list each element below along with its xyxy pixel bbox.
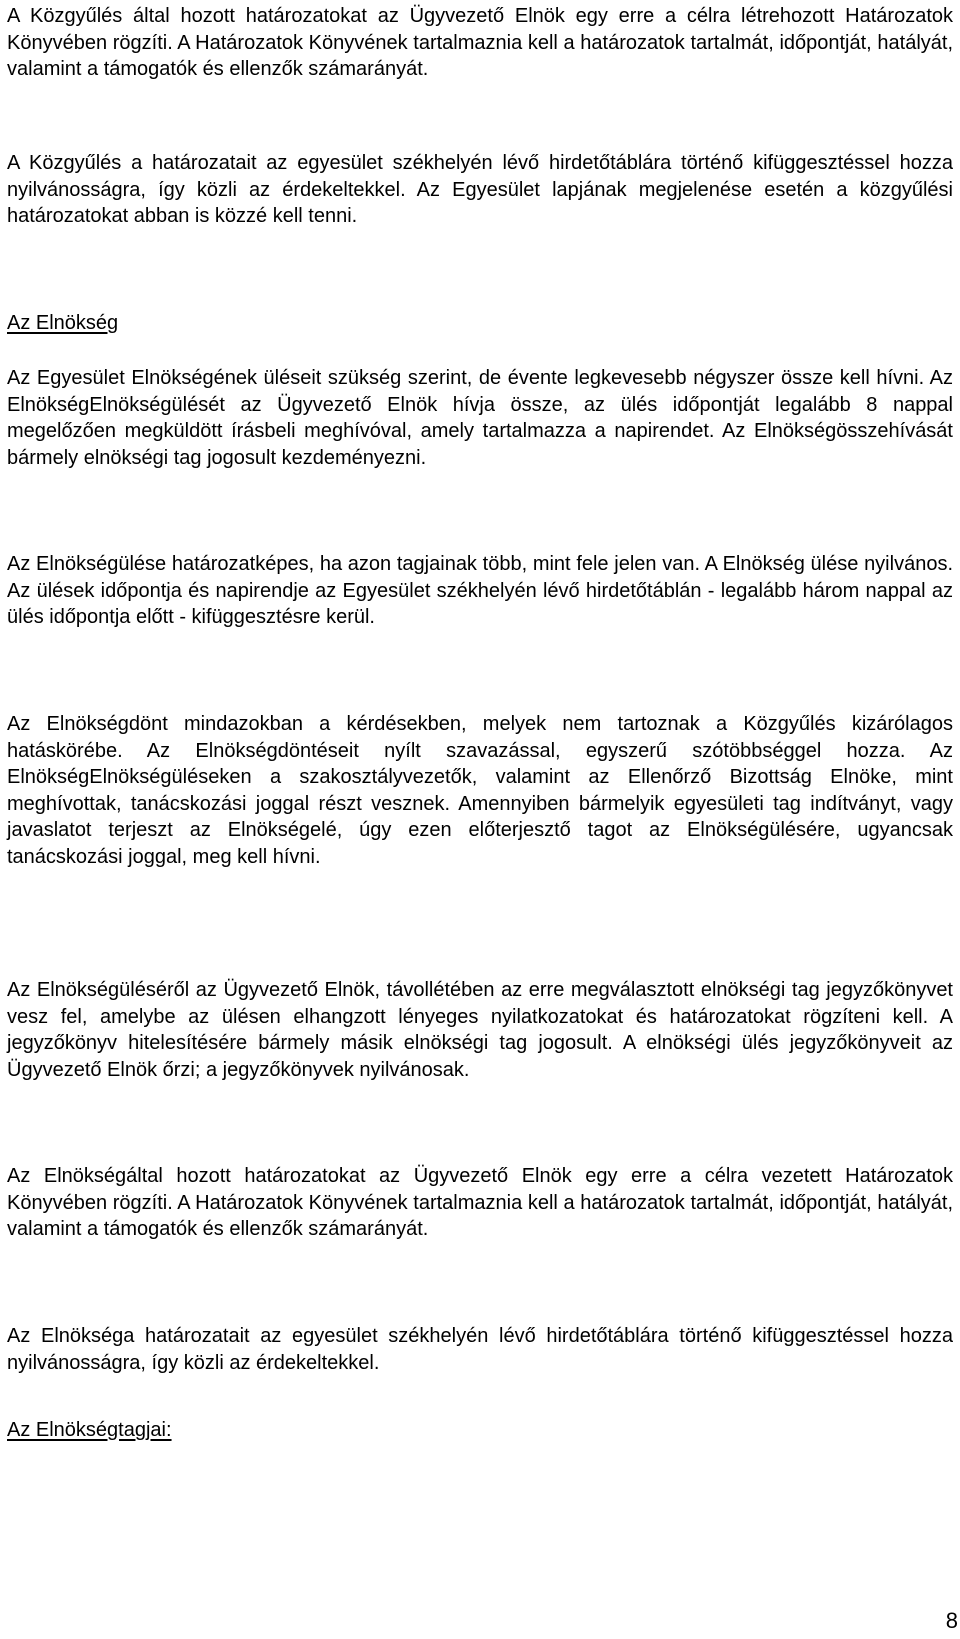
paragraph-kozgyules-nyilvanossag: A Közgyűlés a határozatait az egyesület székhelyén lévő hirdetőtáblára történő kifüggesztéssel hozza nyilvánosságra, így közli az érdekeltekkel. Az Egyesület lapjának megjelenése esetén a közgyűlési határozatokat abban is közzé kell tenni. [7, 152, 953, 227]
paragraph-elnokseg-hatarozatkepesseg: Az Elnökségülése határozatképes, ha azon tagjainak több, mint fele jelen van. A Elnökség ülése nyilvános. Az ülések időpontja és napirendje az Egyesület székhelyén lévő hirdetőtáblán - legalább három nappal az ülés időpontja előtt - kifüggesztésre kerül. [7, 553, 953, 628]
paragraph-elnokseg-hatarozatok-konyve: Az Elnökségáltal hozott határozatokat az Ügyvezető Elnök egy erre a célra vezetett Határozatok Könyvében rögzíti. A Határozatok Könyvének tartalmaznia kell a határozatok tartalmát, időpontját, hatályát, valamint a támogatók és ellenzők számarányát. [7, 1165, 953, 1240]
document-page [7, 0, 953, 1639]
paragraph-elnokseg-dontesei: Az Elnökségdönt mindazokban a kérdésekben, melyek nem tartoznak a Közgyűlés kizárólagos hatáskörébe. Az Elnökségdöntéseit nyílt szavazással, egyszerű szótöbbséggel hozza. Az ElnökségElnökségüléseken a szakosztályvezetők, valamint az Ellenőrző Bizottság Elnöke, mint meghívottak, tanácskozási joggal részt vesznek. Amennyiben bármelyik egyesületi tag indítványt, vagy javaslatot terjeszt az Elnökségelé, úgy ezen előterjesztő tagot az Elnökségülésére, ugyancsak tanácskozási joggal, meg kell hívni. [7, 713, 953, 868]
paragraph-kozgyules-hatarozatok-konyve: A Közgyűlés által hozott határozatokat az Ügyvezető Elnök egy erre a célra létrehozott Határozatok Könyvében rögzíti. A Határozatok Könyvének tartalmaznia kell a határozatok tartalmát, időpontját, hatályát, valamint a támogatók és ellenzők számarányát. [7, 5, 953, 80]
paragraph-elnokseg-nyilvanossag: Az Elnökséga határozatait az egyesület székhelyén lévő hirdetőtáblára történő kifüggesztéssel hozza nyilvánosságra, így közli az érdekeltekkel. [7, 1325, 953, 1374]
paragraph-elnokseg-jegyzokonyv: Az Elnökségüléséről az Ügyvezető Elnök, távollétében az erre megválasztott elnökségi tag jegyzőkönyvet vesz fel, amelybe az ülésen elhangzott lényeges nyilatkozatokat és határozatokat rögzíteni kell. A jegyzőkönyv hitelesítésére bármely másik elnökségi tag jogosult. A elnökségi ülés jegyzőkönyveit az Ügyvezető Elnök őrzi; a jegyzőkönyvek nyilvánosak. [7, 979, 953, 1081]
paragraph-elnokseg-ulesei: Az Egyesület Elnökségének üléseit szükség szerint, de évente legkevesebb négyszer össze kell hívni. Az ElnökségElnökségülését az Ügyvezető Elnök hívja össze, az ülés időpontját legalább 8 nappal megelőzően megküldött írásbeli meghívóval, amely tartalmazza a napirendet. Az Elnökségösszehívását bármely elnökségi tag jogosult kezdeményezni. [7, 367, 953, 469]
page-number: 8 [945, 1608, 958, 1633]
heading-elnokseg-tagjai: Az Elnökségtagjai: [7, 1419, 172, 1441]
heading-elnokseg: Az Elnökség [7, 312, 119, 334]
